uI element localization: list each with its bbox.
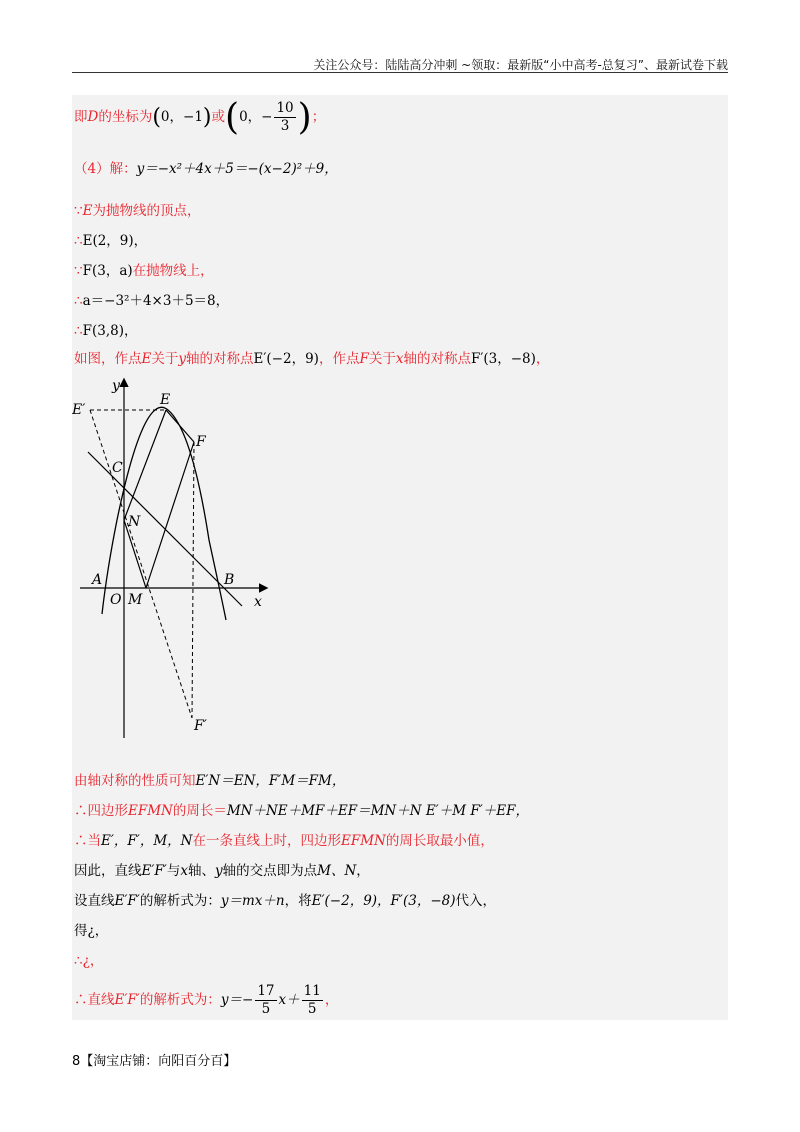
label-e-prime: E′	[72, 402, 86, 418]
line-collinear-min: ∴当E′，F′，M，N在一条直线上时，四边形EFMN的周长取最小值，	[74, 833, 494, 849]
line-therefore: ∴¿，	[74, 953, 104, 969]
line-intersections: 因此，直线E′F′与x轴、y轴的交点即为点M、N，	[74, 863, 370, 879]
dashed-f-fp	[192, 442, 194, 718]
line-symmetry-property: 由轴对称的性质可知E′N＝EN，F′M＝FM，	[74, 773, 346, 789]
label-o: O	[110, 592, 122, 608]
label-n: N	[128, 514, 141, 530]
parabola-figure	[72, 370, 292, 740]
page-header: 关注公众号：陆陆高分冲刺 ~领取：最新版“小中高考-总复习”、最新试卷下载	[313, 58, 728, 72]
line-d-coordinates: 即D的坐标为(0，−1)或(0，− $\frac{10}{3}$ )；	[74, 97, 326, 138]
line-perimeter: ∴四边形EFMN的周长＝MN＋NE＋MF＋EF＝MN＋N E′＋M F′＋EF，	[74, 803, 530, 819]
line-final-equation: ∴直线E′F′的解析式为：y＝− $\frac{17}{5}$ x＋ $\frac{11}{5}$ ，	[74, 983, 339, 1017]
line-reflection-points: 如图，作点E关于y轴的对称点E′(−2，9)，作点F关于x轴的对称点F′(3，−8)，	[74, 351, 550, 367]
label-a: A	[92, 572, 103, 588]
label-f-prime: F′	[194, 718, 207, 734]
line-e-vertex: ∵E为抛物线的顶点，	[74, 203, 201, 219]
page-footer: 8【淘宝店铺：向阳百分百】	[72, 1054, 237, 1069]
line-set-equation: 设直线E′F′的解析式为：y＝mx＋n，将E′(−2，9)，F′(3，−8)代入，	[74, 893, 497, 909]
seg-f-m	[146, 442, 194, 588]
dashed-ep-fp	[90, 410, 192, 718]
label-b: B	[224, 572, 235, 588]
label-f: F	[196, 434, 206, 450]
line-a-value: ∴a＝−3²＋4×3＋5＝8，	[74, 293, 230, 309]
line-f-coords: ∴F(3,8)，	[74, 323, 138, 339]
line-part4-solution: （4）解：y＝−x²＋4x＋5＝−(x−2)²＋9，	[74, 161, 338, 177]
label-y: y	[112, 378, 120, 394]
label-c: C	[112, 460, 123, 476]
seg-e-f	[166, 410, 194, 442]
line-e-coords: ∴E(2，9)，	[74, 233, 148, 249]
line-f-on-parabola: ∵F(3，a)在抛物线上，	[74, 263, 214, 279]
seg-m-n	[124, 520, 146, 588]
header-divider	[72, 72, 728, 73]
label-m: M	[128, 592, 143, 608]
label-e: E	[160, 392, 171, 408]
line-got: 得¿，	[74, 923, 109, 939]
label-x: x	[254, 594, 262, 610]
